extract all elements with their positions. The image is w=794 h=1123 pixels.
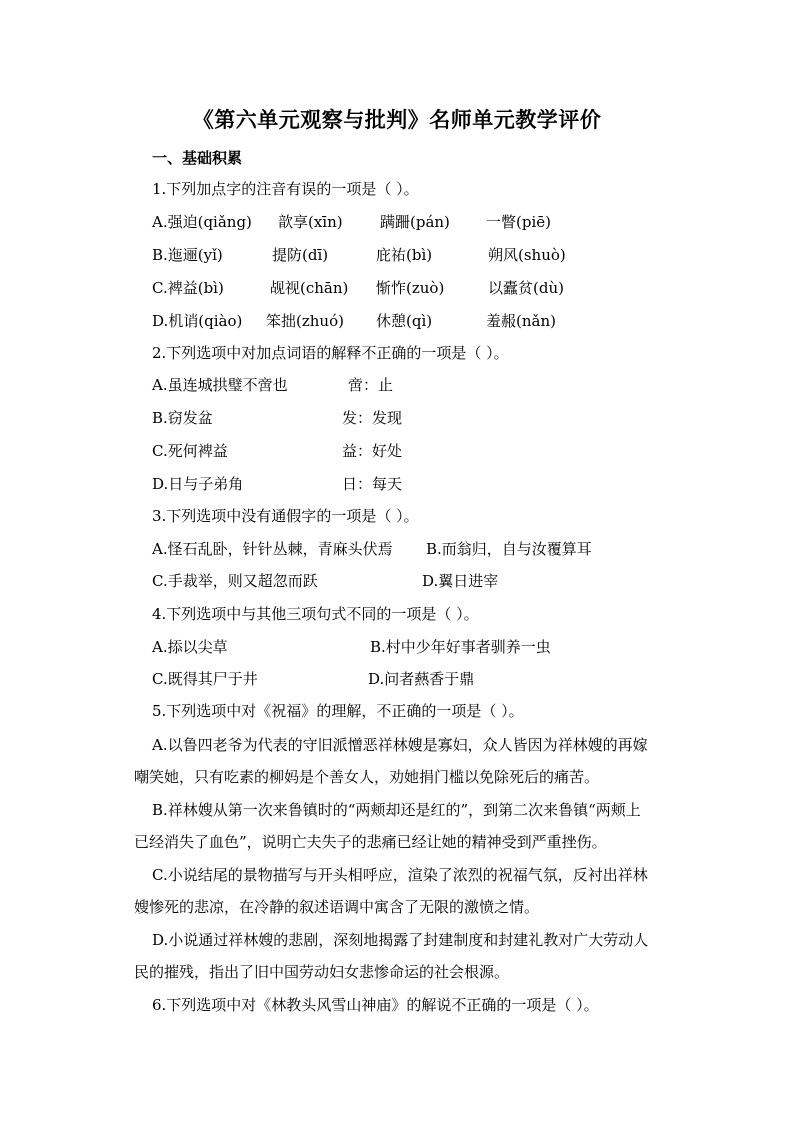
option-text: C.死何裨益: [152, 442, 228, 460]
option-text: C.手裁举，则又超忽而跃: [152, 572, 318, 590]
question-5-option-c-line-1: C.小说结尾的景物描写与开头相呼应，渲染了浓烈的祝福气氛，反衬出祥林: [152, 866, 648, 884]
option-item: B.迤逦(yǐ): [152, 246, 223, 264]
question-4-stem: 4.下列选项中与其他三项句式不同的一项是（ ）。: [152, 605, 479, 623]
question-1-stem: 1.下列加点字的注音有误的一项是（ ）。: [152, 180, 419, 198]
question-6-stem: 6.下列选项中对《林教头风雪山神庙》的解说不正确的一项是（ ）。: [152, 996, 599, 1014]
option-item: 笨拙(zhuó): [266, 312, 344, 330]
question-5-option-b-line-1: B.祥林嫂从第一次来鲁镇时的“两颊却还是红的”，到第二次来鲁镇“两颊上: [152, 801, 641, 819]
option-item: A.强迫(qiǎng): [152, 213, 252, 231]
question-1-option-row-c: [152, 278, 652, 298]
question-5-option-a-line-1: A.以鲁四老爷为代表的守旧派憎恶祥林嫂是寡妇，众人皆因为祥林嫂的再嫁: [152, 736, 648, 754]
question-1-option-row-a: [152, 212, 652, 232]
question-2-option-d: [152, 474, 652, 494]
question-5-option-d-line-2: 民的摧残，指出了旧中国劳动妇女悲惨命运的社会根源。: [134, 963, 510, 981]
question-2-stem: 2.下列选项中对加点词语的解释不正确的一项是（ ）。: [152, 344, 509, 362]
option-item: 歆享(xīn): [278, 213, 343, 231]
option-item: 惭怍(zuò): [376, 279, 445, 297]
option-gloss: 日：每天: [342, 475, 403, 493]
section-heading: 一、基础积累: [152, 149, 243, 167]
option-text: A.怪石乱卧，针针丛棘，青麻头伏焉: [152, 540, 393, 558]
option-item: 羞赧(nǎn): [486, 312, 556, 330]
option-text: B.而翁归，自与汝覆算耳: [426, 540, 592, 558]
option-text: A.掭以尖草: [152, 638, 228, 656]
option-item: 休憩(qì): [376, 312, 433, 330]
question-1-option-row-b: [152, 245, 652, 265]
option-text: B.村中少年好事者驯养一虫: [370, 638, 551, 656]
option-item: 以蠹贫(dù): [488, 279, 564, 297]
option-gloss: 啻：止: [348, 376, 394, 394]
question-3-options-row-1: [152, 539, 652, 559]
question-5-stem: 5.下列选项中对《祝福》的理解，不正确的一项是（ ）。: [152, 702, 524, 720]
option-text: C.既得其尸于井: [152, 670, 258, 688]
question-2-option-b: [152, 408, 652, 428]
option-item: 一瞥(piē): [486, 213, 551, 231]
question-5-option-a-line-2: 嘲笑她，只有吃素的柳妈是个善女人，劝她捐门槛以免除死后的痛苦。: [134, 768, 600, 786]
question-4-options-row-1: [152, 637, 652, 657]
option-text: D.问者爇香于鼎: [368, 670, 475, 688]
option-item: 觇视(chān): [270, 279, 349, 297]
option-text: A.虽连城拱璧不啻也: [152, 376, 288, 394]
option-text: D.日与子弟角: [152, 475, 244, 493]
question-4-options-row-2: [152, 669, 652, 689]
option-text: B.窃发盆: [152, 409, 213, 427]
question-1-option-row-d: [152, 311, 652, 331]
question-5-option-c-line-2: 嫂惨死的悲凉，在冷静的叙述语调中寓含了无限的激愤之情。: [134, 898, 540, 916]
option-text: D.翼日进宰: [422, 572, 499, 590]
option-item: C.裨益(bì): [152, 279, 224, 297]
option-item: 提防(dī): [272, 246, 329, 264]
option-item: 蹒跚(pán): [380, 213, 450, 231]
option-gloss: 益：好处: [342, 442, 403, 460]
question-3-options-row-2: [152, 571, 652, 591]
option-item: D.机诮(qiào): [152, 312, 243, 330]
question-3-stem: 3.下列选项中没有通假字的一项是（ ）。: [152, 507, 419, 525]
question-2-option-c: [152, 441, 652, 461]
option-item: 庇祐(bì): [376, 246, 433, 264]
option-item: 朔风(shuò): [488, 246, 566, 264]
question-5-option-b-line-2: 已经消失了血色”，说明亡夫失子的悲痛已经让她的精神受到严重挫伤。: [134, 833, 607, 851]
question-5-option-d-line-1: D.小说通过祥林嫂的悲剧，深刻地揭露了封建制度和封建礼教对广大劳动人: [152, 931, 649, 949]
page-title: 《第六单元观察与批判》名师单元教学评价: [192, 107, 602, 132]
option-gloss: 发：发现: [342, 409, 403, 427]
question-2-option-a: [152, 375, 652, 395]
